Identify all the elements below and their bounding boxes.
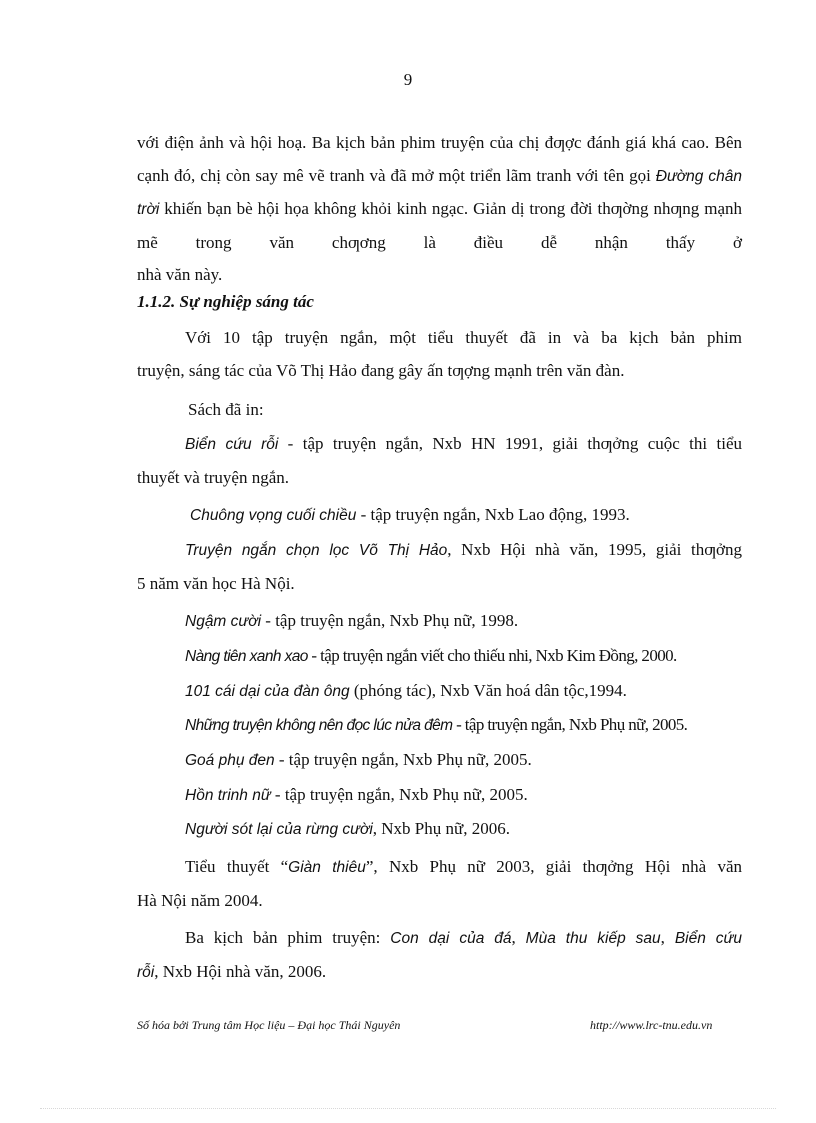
scripts-line-1 [185,928,742,947]
book-title: Goá phụ đen [185,752,275,769]
book-entry [137,428,742,494]
book-detail: - tập truyện ngắn viết cho thiếu nhi, Nxb Kim Đồng, 2000. [307,646,677,665]
exhibition-title: Đường chân trời [137,167,743,219]
book-detail: (phóng tác), Nxb Văn hoá dân tộc,1994. [349,681,627,700]
page-number: 9 [403,70,413,89]
scripts-post: , Nxb Hội nhà văn, 2006. [154,961,327,981]
scripts-line-2 [137,956,742,990]
summary-line-1: Với 10 tập truyện ngắn, một tiểu thuyết đã in và ba kịch bản phim [185,328,742,347]
book-title: Hồn trinh nữ [185,787,271,804]
book-entry [185,750,532,770]
script-title-cont: rỗi [137,963,155,981]
book-entry [185,646,677,666]
summary-paragraph [137,322,742,387]
book-title: Người sót lại của rừng cười [185,821,373,838]
book-detail: - tập truyện ngắn, Nxb HN 1991, giải thƣởng cuộc thi tiểu [278,434,742,453]
separator: , [511,928,526,947]
novel-line-1 [185,857,742,876]
book-title: Những truyện không nên đọc lúc nửa đêm [185,717,453,734]
script-title: Mùa thu kiếp sau [525,930,661,947]
scripts-paragraph [137,922,742,989]
novel-line-2: Hà Nội năm 2004. [137,890,263,910]
book-title: 101 cái dại của đàn ông [185,683,350,700]
section-heading: 1.1.2. Sự nghiệp sáng tác [137,292,314,311]
book-detail: - tập truyện ngắn, Nxb Phụ nữ, 1998. [261,611,519,630]
book-title: Chuông vọng cuối chiều [190,507,357,524]
book-entry [185,819,510,839]
book-entry [185,611,518,631]
book-detail: - tập truyện ngắn, Nxb Phụ nữ, 2005. [274,750,532,769]
novel-paragraph [137,851,742,917]
book-detail: - tập truyện ngắn, Nxb Lao động, 1993. [356,505,630,524]
book-title: Nàng tiên xanh xao [185,648,308,665]
summary-line-2: truyện, sáng tác của Võ Thị Hảo đang gây ấn tƣợng mạnh trên văn đàn. [137,360,625,380]
intro-line-2: cao. Bên cạnh đó, chị còn say mê vẽ tranh và đã mở một triển lãm tranh với [137,133,742,185]
books-label: Sách đã in: [188,400,264,419]
book-detail-cont: 5 năm văn học Hà Nội. [137,573,295,593]
intro-line-1: với điện ảnh và hội hoạ. Ba kịch bản phim truyện của chị đƣợc đánh giá khá [137,133,677,152]
footer-url[interactable]: http://www.lrc-tnu.edu.vn [590,1018,713,1032]
book-title: Biển cứu rỗi [185,436,279,453]
book-title: Ngậm cười [185,613,262,630]
intro-line-3-post: khiến bạn bè hội họa không khỏi kinh ngạc. Giản dị [159,199,525,219]
footer-credit: Số hóa bởi Trung tâm Học liệu – Đại học Thái Nguyên [137,1018,401,1032]
novel-pre: Tiểu thuyết “ [185,857,289,876]
book-entry [190,505,630,525]
book-detail: , Nxb Phụ nữ, 2006. [372,819,510,838]
book-title: Truyện ngắn chọn lọc Võ Thị Hảo [185,542,448,559]
intro-line-3-pre: tên gọi [603,165,656,185]
script-title: Biển cứu [674,930,742,947]
book-entry [185,715,687,735]
book-entry [137,534,742,600]
novel-title: Giàn thiêu [288,859,366,876]
book-detail: - tập truyện ngắn, Nxb Phụ nữ, 2005. [270,785,528,804]
book-line [185,434,742,453]
intro-line-5: nhà văn này. [137,265,223,285]
book-detail: - tập truyện ngắn, Nxb Phụ nữ, 2005. [452,715,688,734]
book-entry [185,785,528,805]
page-bottom-rule [40,1108,776,1109]
book-line [185,540,742,559]
script-title: Con dại của đá [390,930,512,947]
scripts-pre: Ba kịch bản phim truyện: [185,928,391,947]
intro-line-4: trong đời thƣờng nhƣng mạnh mẽ trong văn chƣơng là điều dễ nhận thấy ở [137,199,742,252]
book-entry [185,681,627,701]
novel-post: ”, Nxb Phụ nữ 2003, giải thƣởng Hội nhà văn [365,857,742,876]
book-detail: , Nxb Hội nhà văn, 1995, giải thƣởng [447,540,743,559]
separator: , [660,928,675,947]
intro-paragraph [137,127,742,292]
book-detail-cont: thuyết và truyện ngắn. [137,467,290,487]
